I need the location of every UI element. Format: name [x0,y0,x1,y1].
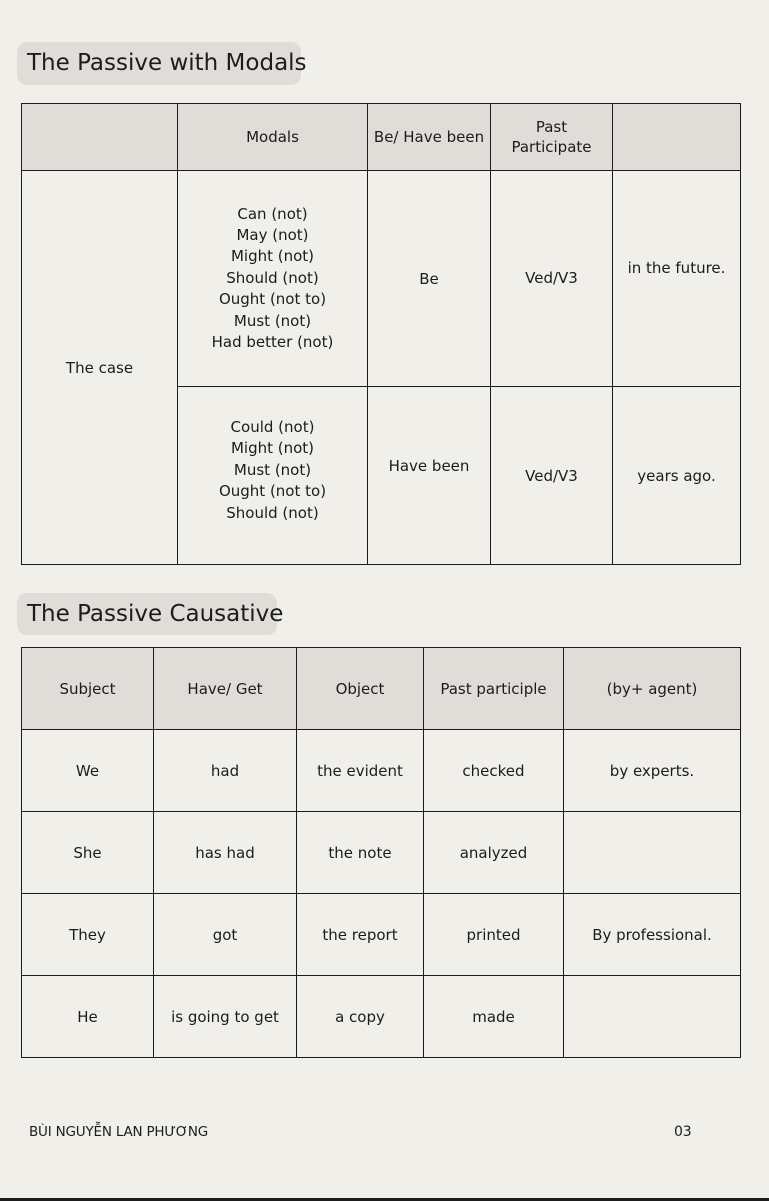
modal-item: Must (not) [233,460,312,479]
modals-list [178,417,367,534]
modal-item: Must (not) [233,311,312,330]
modal-item: Ought (not to) [218,290,327,309]
section-title-passive-modals: The Passive with Modals [17,42,301,85]
subject-cell: She [22,812,154,894]
subject-cell: The case [22,171,178,565]
header-past-participate-label: Past Participate [511,118,592,156]
table-row [22,730,741,812]
be-cell: Be [368,171,491,387]
header-cell-empty-last [613,104,741,171]
modal-item: Might (not) [230,439,315,458]
participle-cell: Ved/V3 [491,387,613,565]
modals-cell [178,171,368,387]
table-row [22,976,741,1058]
agent-cell: By professional. [564,894,741,976]
header-cell-empty [22,104,178,171]
author-name: BÙI NGUYỄN LAN PHƯƠNG [29,1124,209,1140]
verb-cell: has had [154,812,297,894]
modal-item: Should (not) [226,503,319,522]
table-row [22,812,741,894]
header-cell-be-have-been: Be/ Have been [368,104,491,171]
agent-cell [564,976,741,1058]
modals-cell [178,387,368,565]
modal-item: Might (not) [230,247,315,266]
table-header-row [22,648,741,730]
object-cell: the note [297,812,424,894]
object-cell: a copy [297,976,424,1058]
participle-cell: printed [424,894,564,976]
table-row [22,894,741,976]
passive-modals-table [21,103,741,565]
subject-cell: They [22,894,154,976]
verb-cell: got [154,894,297,976]
modal-item: Should (not) [226,268,319,287]
agent-cell [564,812,741,894]
object-cell: the evident [297,730,424,812]
modal-item: May (not) [236,225,309,244]
participle-cell: Ved/V3 [491,171,613,387]
passive-causative-table [21,647,741,1058]
subject-cell: We [22,730,154,812]
header-cell-have-get: Have/ Get [154,648,297,730]
time-cell: in the future. [613,171,741,387]
header-cell-subject: Subject [22,648,154,730]
participle-cell: made [424,976,564,1058]
modals-list [178,204,367,354]
modal-item: Can (not) [237,204,308,223]
verb-cell: had [154,730,297,812]
section-title-passive-causative: The Passive Causative [17,593,277,635]
participle-cell: checked [424,730,564,812]
participle-cell: analyzed [424,812,564,894]
table-row [22,171,741,387]
header-cell-modals: Modals [178,104,368,171]
header-cell-past-participate [491,104,613,171]
modal-item: Ought (not to) [218,482,327,501]
modal-item: Had better (not) [211,333,334,352]
object-cell: the report [297,894,424,976]
subject-cell: He [22,976,154,1058]
header-cell-object: Object [297,648,424,730]
header-cell-past-participle: Past participle [424,648,564,730]
page-number: 03 [674,1124,692,1140]
time-cell: years ago. [613,387,741,565]
modal-item: Could (not) [230,417,315,436]
verb-cell: is going to get [154,976,297,1058]
header-cell-by-agent: (by+ agent) [564,648,741,730]
be-cell: Have been [368,387,491,565]
agent-cell: by experts. [564,730,741,812]
table-header-row [22,104,741,171]
